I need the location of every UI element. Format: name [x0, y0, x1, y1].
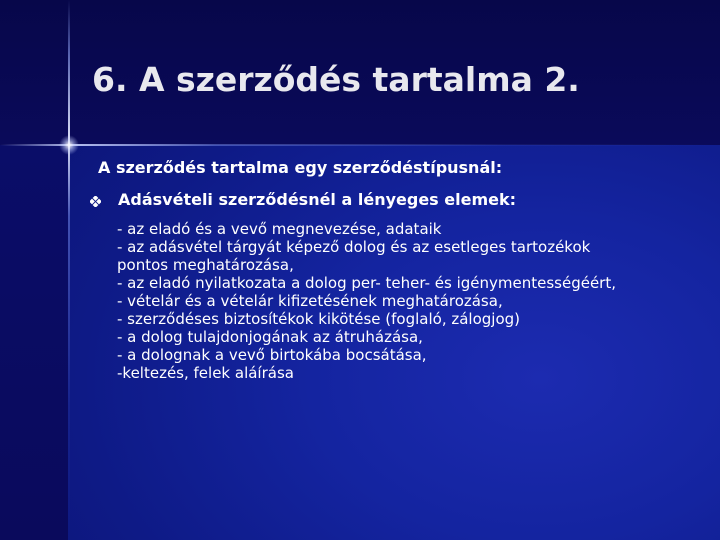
list-item: -keltezés, felek aláírása — [117, 364, 294, 382]
list-item: pontos meghatározása, — [117, 256, 294, 274]
bullet-item — [88, 190, 688, 214]
list-item: - szerződéses biztosítékok kikötése (foglaló, zálogjog) — [117, 310, 521, 328]
slide-title: 6. A szerződés tartalma 2. — [92, 60, 580, 99]
bullet-text: Adásvételi szerződésnél a lényeges elemek: — [118, 190, 517, 209]
vertical-light-line — [68, 0, 70, 540]
list-item: - az eladó és a vevő megnevezése, adataik — [117, 220, 442, 238]
list-item: - a dolog tulajdonjogának az átruházása, — [117, 328, 423, 346]
slide-subtitle: A szerződés tartalma egy szerződéstípusnál: — [98, 158, 503, 177]
list-item: - a dolognak a vevő birtokába bocsátása, — [117, 346, 427, 364]
left-band — [0, 145, 68, 540]
list-item: - az eladó nyilatkozata a dolog per- teher- és igénymentességéért, — [117, 274, 616, 292]
horizontal-light-line — [0, 144, 720, 146]
sparkle-icon — [59, 135, 79, 155]
list-item: - az adásvétel tárgyát képező dolog és az esetleges tartozékok — [117, 238, 591, 256]
elements-list — [117, 220, 677, 382]
list-item: - vételár és a vételár kifizetésének meghatározása, — [117, 292, 503, 310]
diamond-bullet-icon — [90, 196, 101, 207]
